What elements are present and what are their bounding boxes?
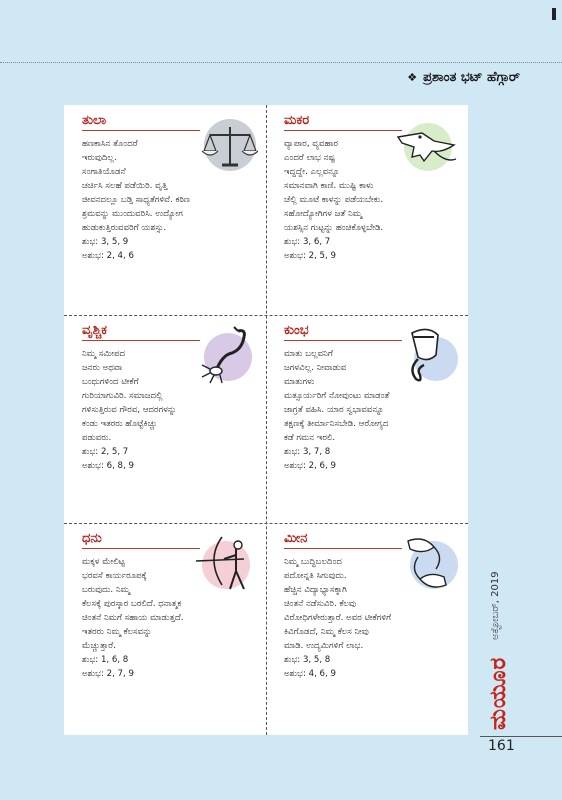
issue-month: ಅಕ್ಟೋಬರ್, 2019 — [490, 571, 501, 640]
unlucky-numbers: ಅಶುಭ: 2, 5, 9 — [284, 251, 336, 261]
unlucky-numbers: ಅಶುಭ: 4, 6, 9 — [284, 669, 336, 679]
top-dotted-rule — [0, 62, 562, 63]
corner-mark — [552, 8, 556, 20]
sign-text: ಮಕ್ಕಳ ಮೇಲಿಟ್ಟ ಭರವಸೆ ಕಾರ್ಯರೂಪಕ್ಕೆ ಬರುವುದು. ನಿಮ್ಮ ಕೆಲಸಕ್ಕೆ ಪುರಸ್ಕಾರ ಬರಲಿದೆ. ಧನಾತ್ಮಕ ಚಿಂತನೆ ನಿಮಗೆ ಸಹಾಯ ಮಾಡುತ್ತದೆ. ಇತರರು ನಿಮ್ಮ ಕೆಲಸವನ್ನು ಮೆಚ್ಚುತ್ತಾರೆ. — [82, 557, 184, 651]
sign-text: ನಿಮ್ಮ ಸಮೀಪದ ಜನರು ಅಥವಾ ಬಂಧುಗಳಿಂದ ಟೀಕೆಗೆ ಗುರಿಯಾಗುವಿರಿ. ಸಮಾಜದಲ್ಲಿ ಗಳಿಸುತ್ತಿರುವ ಗೌರವ, ಆದರಗಳನ್ನು ಕಂಡು ಇತರರು ಹೊಟ್ಟೆಕಿಚ್ಚು ಪಡುವರು. — [82, 349, 177, 443]
page-number-rule — [480, 736, 562, 737]
sign-card-tula — [64, 105, 266, 315]
unlucky-numbers: ಅಶುಭ: 6, 8, 9 — [82, 461, 134, 471]
unlucky-numbers: ಅಶುಭ: 2, 4, 6 — [82, 251, 134, 261]
sign-title: ವೃಶ್ಚಿಕ — [82, 323, 200, 341]
unlucky-numbers: ಅಶುಭ: 2, 7, 9 — [82, 669, 134, 679]
horoscope-grid — [64, 105, 468, 735]
lucky-numbers: ಶುಭ: 2, 5, 7 — [82, 447, 129, 457]
sign-text: ಮಾತು ಬಲ್ಲವನಿಗೆ ಜಗಳವಿಲ್ಲ. ನೀವಾಡುವ ಮಾತುಗಳು ಮತ್ಸೂರ್ಯರಿಗೆ ನೋವುಂಟು ಮಾಡಂತೆ ಜಾಗ್ರತೆ ವಹಿಸಿ. ಯಾರ ಸ್ವಭಾವವನ್ನೂ ತಕ್ಷಣಕ್ಕೆ ತೀರ್ಮಾನಿಸಬೇಡಿ. ಆರೋಗ್ಯದ ಕಡೆ ಗಮನ ಇರಲಿ. — [284, 349, 390, 443]
sign-card-meena — [266, 523, 468, 735]
sign-title: ಮೀನ — [284, 531, 402, 549]
author-name: ಪ್ರಶಾಂತ ಭಟ್ ಹೆಗ್ಗಾರ್ — [423, 70, 520, 85]
sign-title: ಧನು — [82, 531, 200, 549]
sign-text: ಹಣಕಾಸಿನ ತೊಂದರೆ ಇರುವುದಿಲ್ಲ. ಸಂಗಾತಿಯೊಡನೆ ಚರ್ಚಿಸಿ ಸಲಹೆ ಪಡೆಯಿರಿ. ವೃತ್ತಿ ಜೀವನದಲ್ಲೂ ಬಡ್ತಿ ಸಾಧ್ಯತೆಗಳಿವೆ. ಕಠಿಣ ಶ್ರಮವನ್ನು ಮುಂದುವರಿಸಿ. ಉದ್ಯೋಗ ಹುಡುಕುತ್ತಿರುವವರಿಗೆ ಯಶಸ್ಸು. — [82, 139, 190, 233]
sign-text: ವ್ಯಾಪಾರ, ವ್ಯವಹಾರ ಎಂದರೆ ಲಾಭ ನಷ್ಟ ಇದ್ದದ್ದೇ. ಎಲ್ಲವನ್ನೂ ಸಮಾನವಾಗಿ ಕಾಣಿ. ಮುಷ್ಟಿ ಕಾಳು ಚೆಲ್ಲಿ ಮೂಟೆ ಕಾಳನ್ನು ಪಡೆಯಬೇಕು. ಸಹೋದ್ಯೋಗಿಗಳ ಜತೆ ನಿಮ್ಮ ಯಶಸ್ಸಿನ ಗುಟ್ಟನ್ನು ಹಂಚಿಕೊಳ್ಳಬೇಡಿ. — [284, 139, 384, 233]
sign-title: ಕುಂಭ — [284, 323, 402, 341]
sign-card-dhanu — [64, 523, 266, 735]
unlucky-numbers: ಅಶುಭ: 2, 6, 9 — [284, 461, 336, 471]
author-line — [407, 70, 520, 85]
lucky-numbers: ಶುಭ: 3, 7, 8 — [284, 447, 331, 457]
side-footer — [486, 560, 516, 730]
sign-text: ನಿಮ್ಮ ಬುದ್ಧಿಬಲದಿಂದ ಪದೋನ್ನತಿ ಸಿಗುವುದು. ಹೆಚ್ಚಿನ ವಿದ್ಯಾಭ್ಯಾಸಕ್ಕಾಗಿ ಚಿಂತನೆ ನಡೆಸುವಿರಿ. ಕೆಲವು ವಿರೋಧಿಗಳೇರುತ್ತಾರೆ. ಅವರ ಟೀಕೆಗಳಿಗೆ ಕಿವಿಗೊಡದೆ, ನಿಮ್ಮ ಕೆಲಸ ನೀವು ಮಾಡಿ. ಉದ್ಯಮಿಗಳಿಗೆ ಲಾಭ. — [284, 557, 392, 651]
lucky-numbers: ಶುಭ: 3, 5, 8 — [284, 655, 331, 665]
sign-card-makara — [266, 105, 468, 315]
lucky-numbers: ಶುಭ: 3, 5, 9 — [82, 237, 129, 247]
sign-title: ಮಕರ — [284, 113, 402, 131]
magazine-brand: ಮಯೂರ — [486, 656, 511, 730]
lucky-numbers: ಶುಭ: 1, 6, 8 — [82, 655, 129, 665]
sign-card-vrischika — [64, 315, 266, 523]
sign-card-kumbha — [266, 315, 468, 523]
sign-title: ತುಲಾ — [82, 113, 200, 131]
lucky-numbers: ಶುಭ: 3, 6, 7 — [284, 237, 331, 247]
diamond-icon: ❖ — [407, 71, 418, 84]
page-number: 161 — [488, 738, 515, 754]
